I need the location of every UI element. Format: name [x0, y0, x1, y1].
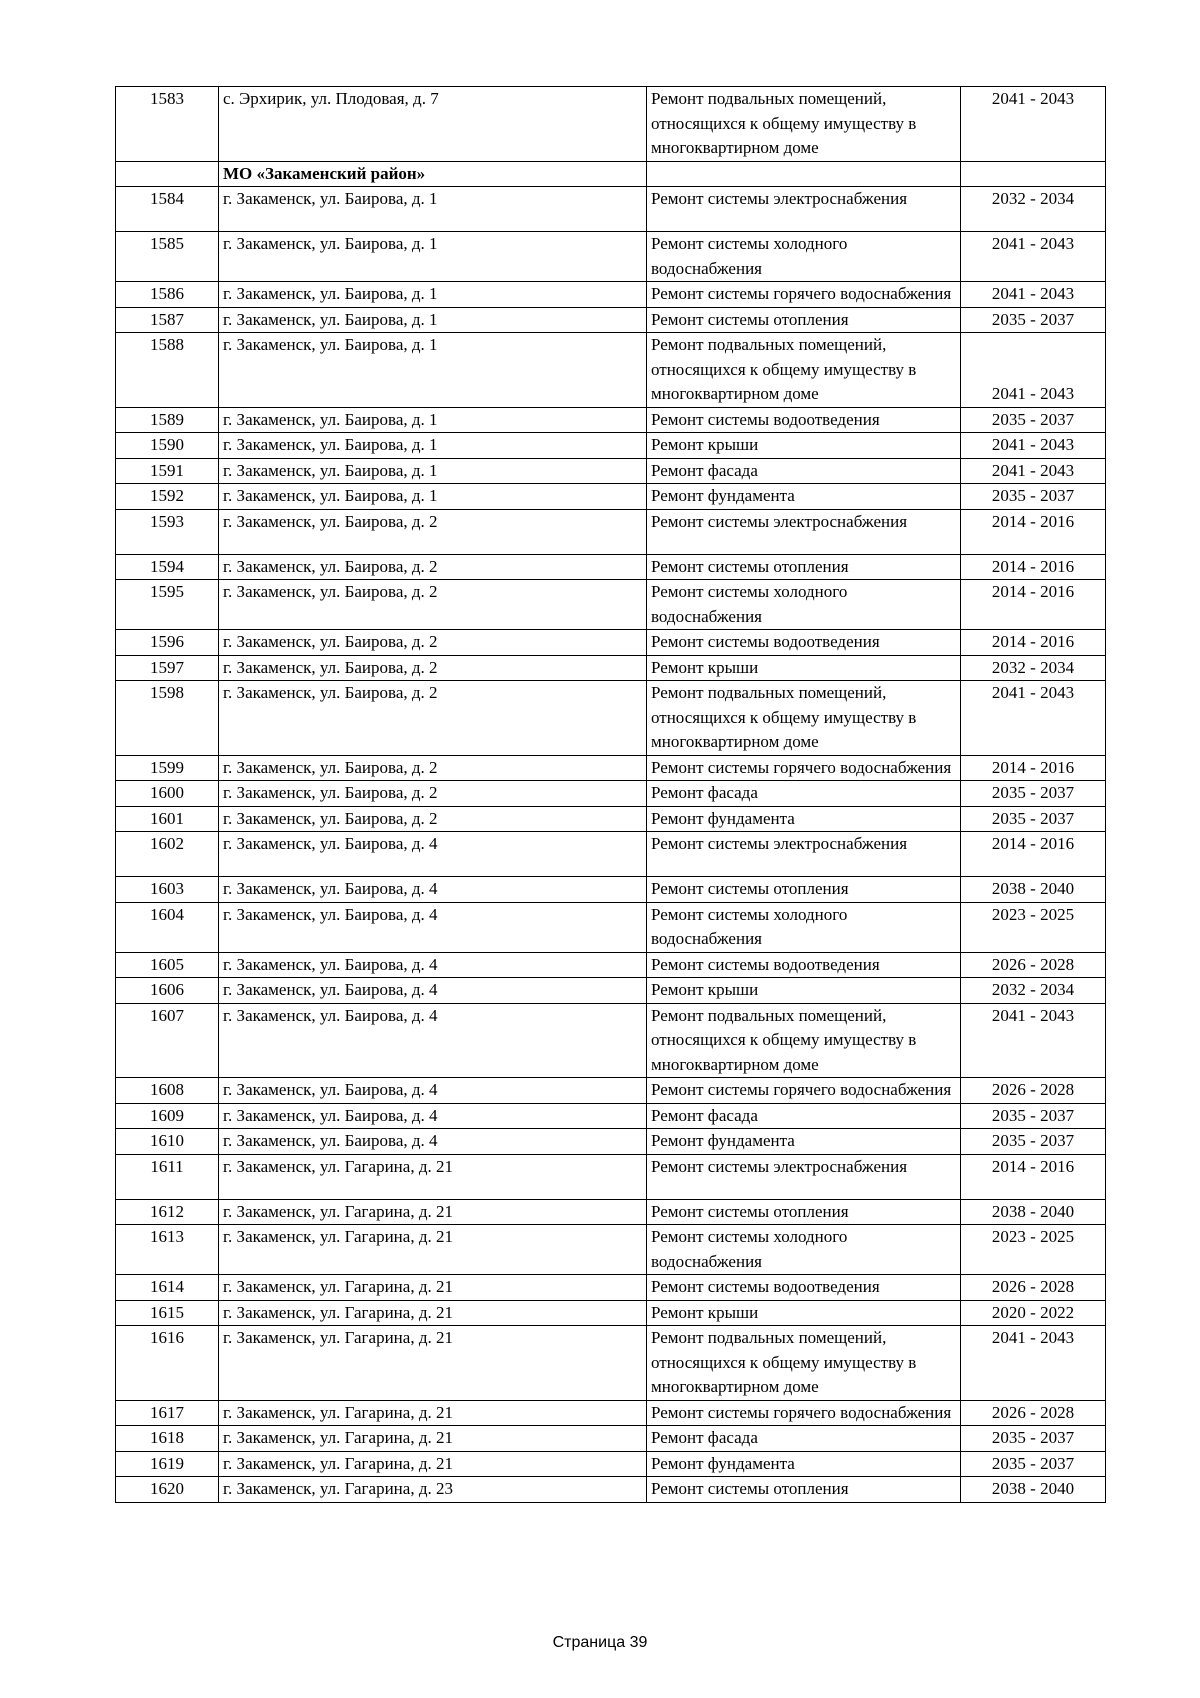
table-row	[116, 554, 1106, 580]
row-address: г. Закаменск, ул. Гагарина, д. 21	[219, 1275, 647, 1301]
row-address: г. Закаменск, ул. Баирова, д. 1	[219, 307, 647, 333]
table-body	[116, 87, 1106, 1503]
table-row	[116, 755, 1106, 781]
row-work-type: Ремонт системы горячего водоснабжения	[647, 755, 961, 781]
row-number: 1612	[116, 1199, 219, 1225]
page-number: Страница 39	[552, 1634, 648, 1651]
row-years: 2014 - 2016	[961, 580, 1106, 630]
row-address: г. Закаменск, ул. Гагарина, д. 21	[219, 1400, 647, 1426]
table-row	[116, 1300, 1106, 1326]
table-row	[116, 681, 1106, 756]
row-years: 2020 - 2022	[961, 1300, 1106, 1326]
row-work-type: Ремонт подвальных помещений, относящихся к общему имуществу в многоквартирном доме	[647, 1326, 961, 1401]
table-row	[116, 806, 1106, 832]
table-row	[116, 484, 1106, 510]
row-number: 1605	[116, 952, 219, 978]
row-work-type: Ремонт системы отопления	[647, 1199, 961, 1225]
row-number: 1589	[116, 407, 219, 433]
row-work-type: Ремонт фасада	[647, 1426, 961, 1452]
row-work-type: Ремонт системы холодного водоснабжения	[647, 1225, 961, 1275]
row-number: 1591	[116, 458, 219, 484]
row-work-type: Ремонт системы горячего водоснабжения	[647, 1400, 961, 1426]
row-address: г. Закаменск, ул. Баирова, д. 1	[219, 282, 647, 308]
row-years: 2035 - 2037	[961, 407, 1106, 433]
row-address: г. Закаменск, ул. Баирова, д. 4	[219, 832, 647, 877]
row-address: г. Закаменск, ул. Баирова, д. 4	[219, 1129, 647, 1155]
row-years: 2026 - 2028	[961, 1078, 1106, 1104]
row-years: 2041 - 2043	[961, 458, 1106, 484]
row-number: 1586	[116, 282, 219, 308]
table-row	[116, 781, 1106, 807]
row-years: 2023 - 2025	[961, 1225, 1106, 1275]
row-address: г. Закаменск, ул. Баирова, д. 2	[219, 806, 647, 832]
table-row	[116, 307, 1106, 333]
section-title: МО «Закаменский район»	[219, 161, 647, 187]
row-work-type: Ремонт крыши	[647, 1300, 961, 1326]
row-years: 2023 - 2025	[961, 902, 1106, 952]
row-work-type: Ремонт фасада	[647, 458, 961, 484]
table-row	[116, 1477, 1106, 1503]
row-years: 2014 - 2016	[961, 630, 1106, 656]
row-work-type: Ремонт системы горячего водоснабжения	[647, 1078, 961, 1104]
table-row	[116, 509, 1106, 554]
table-row	[116, 877, 1106, 903]
page-footer	[0, 1634, 1200, 1652]
row-work-type: Ремонт системы горячего водоснабжения	[647, 282, 961, 308]
row-years: 2041 - 2043	[961, 1326, 1106, 1401]
row-years: 2041 - 2043	[961, 87, 1106, 162]
row-work-type: Ремонт фасада	[647, 781, 961, 807]
table-row	[116, 333, 1106, 408]
row-number: 1590	[116, 433, 219, 459]
row-years: 2041 - 2043	[961, 232, 1106, 282]
row-address: г. Закаменск, ул. Гагарина, д. 21	[219, 1451, 647, 1477]
table-row	[116, 407, 1106, 433]
row-work-type: Ремонт фундамента	[647, 1129, 961, 1155]
row-work-type: Ремонт системы электроснабжения	[647, 187, 961, 232]
table-row	[116, 1275, 1106, 1301]
row-years: 2014 - 2016	[961, 509, 1106, 554]
row-number: 1588	[116, 333, 219, 408]
row-number: 1615	[116, 1300, 219, 1326]
row-address: г. Закаменск, ул. Баирова, д. 4	[219, 1078, 647, 1104]
row-number: 1608	[116, 1078, 219, 1104]
row-years: 2026 - 2028	[961, 1400, 1106, 1426]
row-number: 1620	[116, 1477, 219, 1503]
row-work-type: Ремонт системы электроснабжения	[647, 832, 961, 877]
row-number: 1601	[116, 806, 219, 832]
row-address: г. Закаменск, ул. Баирова, д. 2	[219, 509, 647, 554]
table-row	[116, 1078, 1106, 1104]
row-work-type: Ремонт подвальных помещений, относящихся к общему имуществу в многоквартирном доме	[647, 1003, 961, 1078]
row-number: 1618	[116, 1426, 219, 1452]
row-work-type: Ремонт фундамента	[647, 806, 961, 832]
row-years: 2038 - 2040	[961, 1199, 1106, 1225]
table-row	[116, 655, 1106, 681]
row-number: 1593	[116, 509, 219, 554]
row-address: г. Закаменск, ул. Баирова, д. 1	[219, 458, 647, 484]
table-row	[116, 232, 1106, 282]
table-row	[116, 1451, 1106, 1477]
table-row	[116, 1225, 1106, 1275]
row-years: 2035 - 2037	[961, 1103, 1106, 1129]
table-row	[116, 978, 1106, 1004]
row-work-type: Ремонт крыши	[647, 433, 961, 459]
row-address: г. Закаменск, ул. Баирова, д. 4	[219, 902, 647, 952]
table-row	[116, 902, 1106, 952]
row-address: г. Закаменск, ул. Баирова, д. 2	[219, 580, 647, 630]
row-address: г. Закаменск, ул. Баирова, д. 1	[219, 433, 647, 459]
row-years: 2035 - 2037	[961, 307, 1106, 333]
row-address: с. Эрхирик, ул. Плодовая, д. 7	[219, 87, 647, 162]
row-number: 1613	[116, 1225, 219, 1275]
table-row	[116, 1199, 1106, 1225]
row-work-type: Ремонт фасада	[647, 1103, 961, 1129]
row-address: г. Закаменск, ул. Гагарина, д. 21	[219, 1225, 647, 1275]
row-number: 1583	[116, 87, 219, 162]
row-years: 2041 - 2043	[961, 681, 1106, 756]
row-number: 1584	[116, 187, 219, 232]
table-row	[116, 1326, 1106, 1401]
row-years: 2041 - 2043	[961, 333, 1106, 408]
row-years: 2035 - 2037	[961, 1426, 1106, 1452]
row-years: 2032 - 2034	[961, 978, 1106, 1004]
row-number: 1594	[116, 554, 219, 580]
row-number: 1604	[116, 902, 219, 952]
row-years: 2026 - 2028	[961, 1275, 1106, 1301]
row-years: 2035 - 2037	[961, 1451, 1106, 1477]
row-number: 1611	[116, 1154, 219, 1199]
row-work-type: Ремонт системы водоотведения	[647, 407, 961, 433]
row-work-type: Ремонт фундамента	[647, 1451, 961, 1477]
row-address: г. Закаменск, ул. Гагарина, д. 21	[219, 1326, 647, 1401]
row-number: 1597	[116, 655, 219, 681]
row-work-type: Ремонт системы отопления	[647, 877, 961, 903]
row-number: 1614	[116, 1275, 219, 1301]
row-years: 2038 - 2040	[961, 877, 1106, 903]
row-address: г. Закаменск, ул. Баирова, д. 4	[219, 877, 647, 903]
works-table	[115, 86, 1106, 1503]
row-number: 1585	[116, 232, 219, 282]
row-years: 2032 - 2034	[961, 655, 1106, 681]
row-number: 1595	[116, 580, 219, 630]
row-number: 1602	[116, 832, 219, 877]
table-row	[116, 580, 1106, 630]
row-address: г. Закаменск, ул. Гагарина, д. 21	[219, 1300, 647, 1326]
row-address: г. Закаменск, ул. Баирова, д. 2	[219, 755, 647, 781]
row-years: 2035 - 2037	[961, 1129, 1106, 1155]
row-address: г. Закаменск, ул. Баирова, д. 1	[219, 484, 647, 510]
row-address: г. Закаменск, ул. Баирова, д. 1	[219, 407, 647, 433]
table-row	[116, 187, 1106, 232]
row-number: 1598	[116, 681, 219, 756]
row-address: г. Закаменск, ул. Баирова, д. 4	[219, 1103, 647, 1129]
row-years: 2014 - 2016	[961, 755, 1106, 781]
row-address: г. Закаменск, ул. Баирова, д. 1	[219, 232, 647, 282]
row-years: 2041 - 2043	[961, 282, 1106, 308]
row-years: 2038 - 2040	[961, 1477, 1106, 1503]
row-address: г. Закаменск, ул. Баирова, д. 2	[219, 630, 647, 656]
row-address: г. Закаменск, ул. Баирова, д. 1	[219, 333, 647, 408]
row-address: г. Закаменск, ул. Баирова, д. 4	[219, 952, 647, 978]
row-address: г. Закаменск, ул. Баирова, д. 2	[219, 681, 647, 756]
row-number: 1619	[116, 1451, 219, 1477]
row-work-type: Ремонт системы электроснабжения	[647, 1154, 961, 1199]
row-number: 1609	[116, 1103, 219, 1129]
row-address: г. Закаменск, ул. Баирова, д. 2	[219, 655, 647, 681]
row-work-type: Ремонт системы водоотведения	[647, 952, 961, 978]
row-work-type: Ремонт крыши	[647, 655, 961, 681]
row-work-type: Ремонт фундамента	[647, 484, 961, 510]
section-work-cell	[647, 161, 961, 187]
row-address: г. Закаменск, ул. Баирова, д. 1	[219, 187, 647, 232]
table-row	[116, 630, 1106, 656]
table-row	[116, 1129, 1106, 1155]
row-work-type: Ремонт подвальных помещений, относящихся к общему имуществу в многоквартирном доме	[647, 681, 961, 756]
row-number: 1607	[116, 1003, 219, 1078]
row-number: 1603	[116, 877, 219, 903]
row-work-type: Ремонт системы отопления	[647, 1477, 961, 1503]
row-number: 1600	[116, 781, 219, 807]
row-address: г. Закаменск, ул. Баирова, д. 2	[219, 554, 647, 580]
row-work-type: Ремонт системы холодного водоснабжения	[647, 580, 961, 630]
section-header-row	[116, 161, 1106, 187]
row-address: г. Закаменск, ул. Гагарина, д. 23	[219, 1477, 647, 1503]
row-address: г. Закаменск, ул. Баирова, д. 4	[219, 1003, 647, 1078]
table-row	[116, 832, 1106, 877]
table-row	[116, 1003, 1106, 1078]
row-years: 2026 - 2028	[961, 952, 1106, 978]
row-years: 2032 - 2034	[961, 187, 1106, 232]
row-number: 1596	[116, 630, 219, 656]
row-work-type: Ремонт крыши	[647, 978, 961, 1004]
row-work-type: Ремонт системы холодного водоснабжения	[647, 232, 961, 282]
table-row	[116, 952, 1106, 978]
row-work-type: Ремонт системы электроснабжения	[647, 509, 961, 554]
row-years: 2014 - 2016	[961, 832, 1106, 877]
table-row	[116, 87, 1106, 162]
row-address: г. Закаменск, ул. Гагарина, д. 21	[219, 1426, 647, 1452]
row-address: г. Закаменск, ул. Баирова, д. 2	[219, 781, 647, 807]
row-years: 2035 - 2037	[961, 484, 1106, 510]
row-years: 2041 - 2043	[961, 1003, 1106, 1078]
row-work-type: Ремонт системы водоотведения	[647, 1275, 961, 1301]
section-years-cell	[961, 161, 1106, 187]
row-number: 1606	[116, 978, 219, 1004]
row-number: 1617	[116, 1400, 219, 1426]
row-work-type: Ремонт системы отопления	[647, 307, 961, 333]
table-row	[116, 433, 1106, 459]
table-row	[116, 1426, 1106, 1452]
section-num-cell	[116, 161, 219, 187]
table-row	[116, 1154, 1106, 1199]
table-row	[116, 1400, 1106, 1426]
row-address: г. Закаменск, ул. Баирова, д. 4	[219, 978, 647, 1004]
row-years: 2035 - 2037	[961, 806, 1106, 832]
row-years: 2014 - 2016	[961, 1154, 1106, 1199]
row-number: 1592	[116, 484, 219, 510]
table-row	[116, 1103, 1106, 1129]
row-address: г. Закаменск, ул. Гагарина, д. 21	[219, 1154, 647, 1199]
row-work-type: Ремонт подвальных помещений, относящихся к общему имуществу в многоквартирном доме	[647, 333, 961, 408]
row-work-type: Ремонт системы водоотведения	[647, 630, 961, 656]
row-years: 2041 - 2043	[961, 433, 1106, 459]
row-work-type: Ремонт системы отопления	[647, 554, 961, 580]
table-row	[116, 458, 1106, 484]
row-work-type: Ремонт подвальных помещений, относящихся к общему имуществу в многоквартирном доме	[647, 87, 961, 162]
row-work-type: Ремонт системы холодного водоснабжения	[647, 902, 961, 952]
table-row	[116, 282, 1106, 308]
row-number: 1610	[116, 1129, 219, 1155]
row-number: 1587	[116, 307, 219, 333]
row-number: 1616	[116, 1326, 219, 1401]
row-address: г. Закаменск, ул. Гагарина, д. 21	[219, 1199, 647, 1225]
row-years: 2014 - 2016	[961, 554, 1106, 580]
row-number: 1599	[116, 755, 219, 781]
row-years: 2035 - 2037	[961, 781, 1106, 807]
